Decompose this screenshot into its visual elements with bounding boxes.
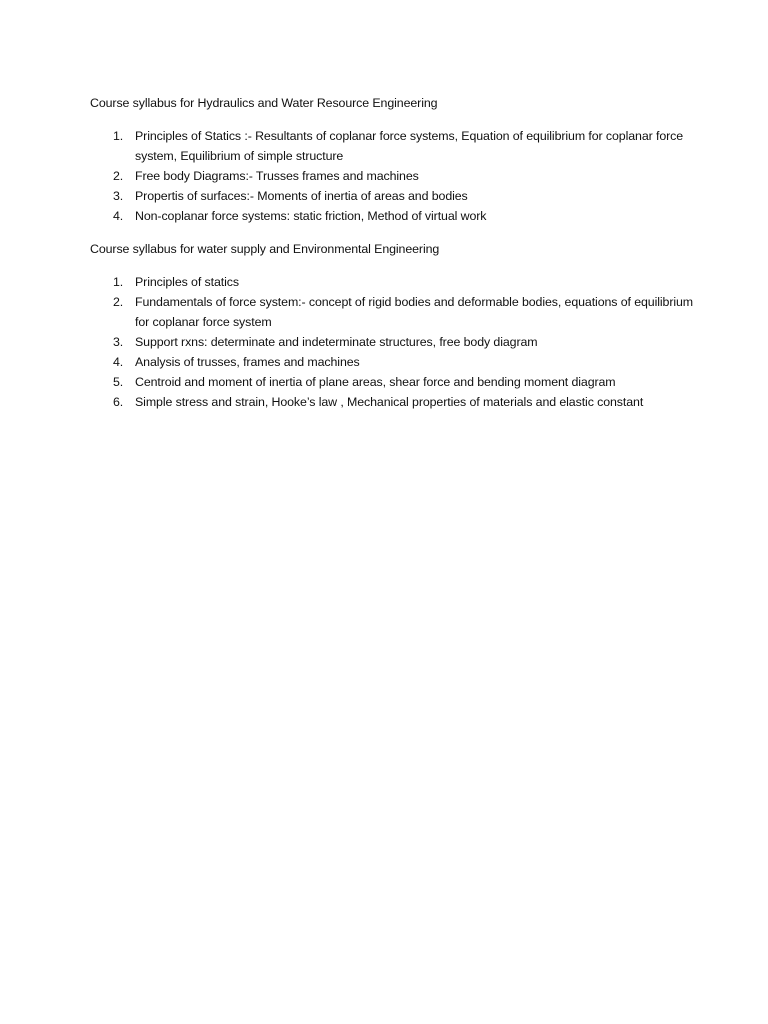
list-item-number: 1. <box>113 129 124 143</box>
list-item-text: Fundamentals of force system:- concept of rigid bodies and deformable bodies, equations of equilibrium for coplanar force system <box>135 295 694 329</box>
list-item-text: Simple stress and strain, Hooke’s law , Mechanical properties of materials and elastic constant <box>135 395 644 409</box>
list-item <box>90 186 695 206</box>
list-item-text: Principles of statics <box>135 275 239 289</box>
list-item-text: Free body Diagrams:- Trusses frames and machines <box>135 169 419 183</box>
list-item <box>90 126 695 166</box>
list-item-text: Non-coplanar force systems: static friction, Method of virtual work <box>135 209 487 223</box>
list-item-text: Support rxns: determinate and indeterminate structures, free body diagram <box>135 335 538 349</box>
list-item-text: Centroid and moment of inertia of plane areas, shear force and bending moment diagram <box>135 375 616 389</box>
list-item-number: 3. <box>113 335 124 349</box>
section-heading-hydraulics: Course syllabus for Hydraulics and Water Resource Engineering <box>90 96 438 110</box>
list-item-number: 6. <box>113 395 124 409</box>
list-item <box>90 206 695 226</box>
list-item <box>90 352 695 372</box>
list-item-number: 4. <box>113 209 124 223</box>
list-item-number: 1. <box>113 275 124 289</box>
syllabus-list-water-supply <box>90 272 694 412</box>
list-item-text: Analysis of trusses, frames and machines <box>135 355 360 369</box>
document-body <box>90 93 694 425</box>
list-item-number: 2. <box>113 295 124 309</box>
syllabus-list-hydraulics <box>90 126 690 226</box>
section-heading-water-supply: Course syllabus for water supply and Environmental Engineering <box>90 242 440 256</box>
list-item-text: Principles of Statics :- Resultants of coplanar force systems, Equation of equilibrium for coplanar force system, Equilibrium of simple structure <box>135 129 684 163</box>
list-item <box>90 332 695 352</box>
list-item <box>90 372 695 392</box>
list-item-number: 4. <box>113 355 124 369</box>
list-item-text: Propertis of surfaces:- Moments of inertia of areas and bodies <box>135 189 468 203</box>
list-item-number: 5. <box>113 375 124 389</box>
list-item-number: 2. <box>113 169 124 183</box>
list-item <box>90 292 695 332</box>
list-item <box>90 272 695 292</box>
list-item <box>90 166 695 186</box>
list-item-number: 3. <box>113 189 124 203</box>
list-item <box>90 392 695 412</box>
